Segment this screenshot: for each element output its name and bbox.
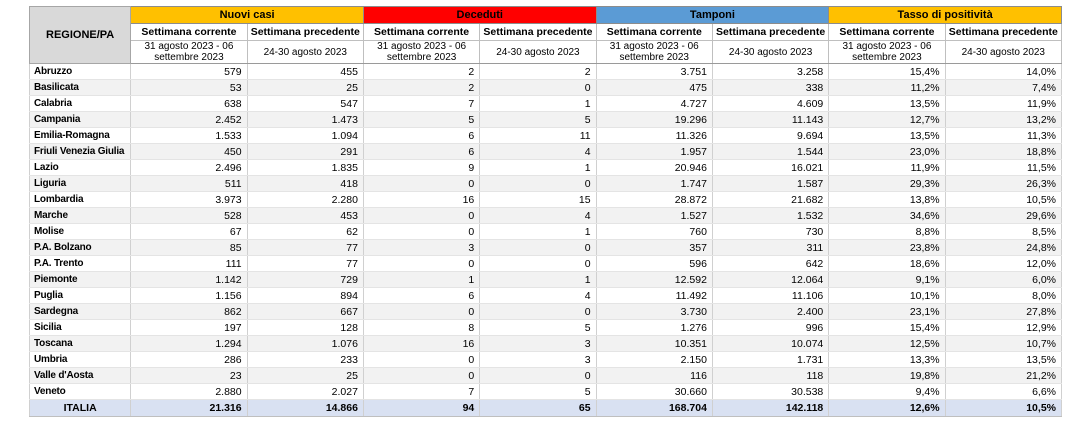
value-cell: 596 bbox=[596, 256, 712, 272]
value-cell: 2.280 bbox=[247, 192, 363, 208]
value-cell: 24,8% bbox=[945, 240, 1061, 256]
value-cell: 1.076 bbox=[247, 336, 363, 352]
value-cell: 16 bbox=[363, 336, 479, 352]
period-previous-label: 24-30 agosto 2023 bbox=[480, 41, 596, 64]
region-cell: Lombardia bbox=[30, 192, 131, 208]
value-cell: 3.751 bbox=[596, 64, 712, 80]
value-cell: 27,8% bbox=[945, 304, 1061, 320]
period-previous-label: 24-30 agosto 2023 bbox=[712, 41, 828, 64]
period-previous-label: 24-30 agosto 2023 bbox=[247, 41, 363, 64]
value-cell: 30.538 bbox=[712, 384, 828, 400]
table-row bbox=[30, 112, 1062, 128]
value-cell: 23,8% bbox=[829, 240, 945, 256]
value-cell: 4.727 bbox=[596, 96, 712, 112]
table-row bbox=[30, 80, 1062, 96]
table-row bbox=[30, 352, 1062, 368]
value-cell: 1.473 bbox=[247, 112, 363, 128]
table-row bbox=[30, 384, 1062, 400]
value-cell: 1.156 bbox=[131, 288, 247, 304]
value-cell: 6,0% bbox=[945, 272, 1061, 288]
region-cell: Marche bbox=[30, 208, 131, 224]
region-cell: Emilia-Romagna bbox=[30, 128, 131, 144]
value-cell: 9 bbox=[363, 160, 479, 176]
region-cell: P.A. Trento bbox=[30, 256, 131, 272]
value-cell: 13,5% bbox=[829, 128, 945, 144]
region-cell: Friuli Venezia Giulia bbox=[30, 144, 131, 160]
region-column-header: REGIONE/PA bbox=[30, 7, 131, 64]
week-previous-label: Settimana precedente bbox=[945, 24, 1061, 41]
value-cell: 15 bbox=[480, 192, 596, 208]
value-cell: 1.587 bbox=[712, 176, 828, 192]
value-cell: 14.866 bbox=[247, 400, 363, 417]
value-cell: 21.316 bbox=[131, 400, 247, 417]
value-cell: 11.143 bbox=[712, 112, 828, 128]
value-cell: 579 bbox=[131, 64, 247, 80]
value-cell: 2 bbox=[363, 80, 479, 96]
value-cell: 15,4% bbox=[829, 64, 945, 80]
value-cell: 18,8% bbox=[945, 144, 1061, 160]
value-cell: 0 bbox=[363, 176, 479, 192]
value-cell: 1 bbox=[480, 160, 596, 176]
value-cell: 0 bbox=[363, 224, 479, 240]
value-cell: 1.544 bbox=[712, 144, 828, 160]
value-cell: 4 bbox=[480, 144, 596, 160]
region-cell: Sardegna bbox=[30, 304, 131, 320]
value-cell: 94 bbox=[363, 400, 479, 417]
value-cell: 0 bbox=[480, 80, 596, 96]
value-cell: 5 bbox=[480, 384, 596, 400]
value-cell: 23,1% bbox=[829, 304, 945, 320]
value-cell: 11.106 bbox=[712, 288, 828, 304]
value-cell: 450 bbox=[131, 144, 247, 160]
value-cell: 5 bbox=[480, 320, 596, 336]
value-cell: 2.496 bbox=[131, 160, 247, 176]
week-current-label: Settimana corrente bbox=[363, 24, 479, 41]
value-cell: 62 bbox=[247, 224, 363, 240]
value-cell: 6 bbox=[363, 128, 479, 144]
value-cell: 168.704 bbox=[596, 400, 712, 417]
value-cell: 3.973 bbox=[131, 192, 247, 208]
value-cell: 1 bbox=[480, 272, 596, 288]
value-cell: 5 bbox=[480, 112, 596, 128]
value-cell: 29,3% bbox=[829, 176, 945, 192]
value-cell: 4 bbox=[480, 288, 596, 304]
value-cell: 1.294 bbox=[131, 336, 247, 352]
value-cell: 12,5% bbox=[829, 336, 945, 352]
value-cell: 4 bbox=[480, 208, 596, 224]
value-cell: 475 bbox=[596, 80, 712, 96]
week-current-label: Settimana corrente bbox=[829, 24, 945, 41]
region-cell: Toscana bbox=[30, 336, 131, 352]
period-current-label: 31 agosto 2023 - 06 settembre 2023 bbox=[829, 41, 945, 64]
value-cell: 10,5% bbox=[945, 400, 1061, 417]
value-cell: 10,1% bbox=[829, 288, 945, 304]
value-cell: 197 bbox=[131, 320, 247, 336]
value-cell: 77 bbox=[247, 240, 363, 256]
value-cell: 10.074 bbox=[712, 336, 828, 352]
region-cell: Puglia bbox=[30, 288, 131, 304]
value-cell: 3.730 bbox=[596, 304, 712, 320]
value-cell: 111 bbox=[131, 256, 247, 272]
period-current-label: 31 agosto 2023 - 06 settembre 2023 bbox=[131, 41, 247, 64]
table-row bbox=[30, 96, 1062, 112]
region-cell: Veneto bbox=[30, 384, 131, 400]
value-cell: 6 bbox=[363, 144, 479, 160]
period-current-label: 31 agosto 2023 - 06 settembre 2023 bbox=[363, 41, 479, 64]
value-cell: 1.533 bbox=[131, 128, 247, 144]
value-cell: 25 bbox=[247, 80, 363, 96]
value-cell: 12,6% bbox=[829, 400, 945, 417]
value-cell: 1.142 bbox=[131, 272, 247, 288]
region-cell: Liguria bbox=[30, 176, 131, 192]
value-cell: 11 bbox=[480, 128, 596, 144]
value-cell: 894 bbox=[247, 288, 363, 304]
week-previous-label: Settimana precedente bbox=[712, 24, 828, 41]
region-cell: Calabria bbox=[30, 96, 131, 112]
table-row bbox=[30, 368, 1062, 384]
value-cell: 16 bbox=[363, 192, 479, 208]
value-cell: 11,5% bbox=[945, 160, 1061, 176]
value-cell: 12,9% bbox=[945, 320, 1061, 336]
value-cell: 0 bbox=[363, 368, 479, 384]
value-cell: 77 bbox=[247, 256, 363, 272]
value-cell: 1 bbox=[480, 96, 596, 112]
value-cell: 642 bbox=[712, 256, 828, 272]
table-row bbox=[30, 128, 1062, 144]
region-cell: Abruzzo bbox=[30, 64, 131, 80]
table-row bbox=[30, 192, 1062, 208]
value-cell: 1.527 bbox=[596, 208, 712, 224]
week-previous-label: Settimana precedente bbox=[247, 24, 363, 41]
value-cell: 8 bbox=[363, 320, 479, 336]
value-cell: 638 bbox=[131, 96, 247, 112]
value-cell: 3 bbox=[480, 352, 596, 368]
value-cell: 8,5% bbox=[945, 224, 1061, 240]
value-cell: 128 bbox=[247, 320, 363, 336]
value-cell: 5 bbox=[363, 112, 479, 128]
table-row-total bbox=[30, 400, 1062, 417]
value-cell: 511 bbox=[131, 176, 247, 192]
region-cell: ITALIA bbox=[30, 400, 131, 417]
value-cell: 7,4% bbox=[945, 80, 1061, 96]
value-cell: 0 bbox=[363, 208, 479, 224]
region-cell: Basilicata bbox=[30, 80, 131, 96]
value-cell: 9,1% bbox=[829, 272, 945, 288]
value-cell: 3 bbox=[480, 336, 596, 352]
value-cell: 1.276 bbox=[596, 320, 712, 336]
value-cell: 291 bbox=[247, 144, 363, 160]
value-cell: 19,8% bbox=[829, 368, 945, 384]
value-cell: 418 bbox=[247, 176, 363, 192]
table-row bbox=[30, 256, 1062, 272]
region-cell: Valle d'Aosta bbox=[30, 368, 131, 384]
region-cell: Molise bbox=[30, 224, 131, 240]
region-cell: Campania bbox=[30, 112, 131, 128]
value-cell: 286 bbox=[131, 352, 247, 368]
value-cell: 11,3% bbox=[945, 128, 1061, 144]
value-cell: 12.064 bbox=[712, 272, 828, 288]
value-cell: 65 bbox=[480, 400, 596, 417]
value-cell: 12,0% bbox=[945, 256, 1061, 272]
value-cell: 311 bbox=[712, 240, 828, 256]
group-header-tamponi: Tamponi bbox=[596, 7, 829, 24]
value-cell: 13,8% bbox=[829, 192, 945, 208]
table-row bbox=[30, 64, 1062, 80]
value-cell: 67 bbox=[131, 224, 247, 240]
value-cell: 13,2% bbox=[945, 112, 1061, 128]
value-cell: 142.118 bbox=[712, 400, 828, 417]
value-cell: 6,6% bbox=[945, 384, 1061, 400]
table-row bbox=[30, 304, 1062, 320]
value-cell: 455 bbox=[247, 64, 363, 80]
value-cell: 8,0% bbox=[945, 288, 1061, 304]
value-cell: 528 bbox=[131, 208, 247, 224]
table-row bbox=[30, 144, 1062, 160]
value-cell: 1.747 bbox=[596, 176, 712, 192]
group-header-row bbox=[30, 7, 1062, 24]
value-cell: 28.872 bbox=[596, 192, 712, 208]
value-cell: 34,6% bbox=[829, 208, 945, 224]
value-cell: 11,2% bbox=[829, 80, 945, 96]
week-current-label: Settimana corrente bbox=[596, 24, 712, 41]
value-cell: 30.660 bbox=[596, 384, 712, 400]
period-current-label: 31 agosto 2023 - 06 settembre 2023 bbox=[596, 41, 712, 64]
value-cell: 3.258 bbox=[712, 64, 828, 80]
value-cell: 10,7% bbox=[945, 336, 1061, 352]
value-cell: 23,0% bbox=[829, 144, 945, 160]
region-cell: Piemonte bbox=[30, 272, 131, 288]
value-cell: 11,9% bbox=[945, 96, 1061, 112]
region-cell: Umbria bbox=[30, 352, 131, 368]
value-cell: 862 bbox=[131, 304, 247, 320]
value-cell: 2.027 bbox=[247, 384, 363, 400]
week-previous-label: Settimana precedente bbox=[480, 24, 596, 41]
table-row bbox=[30, 240, 1062, 256]
value-cell: 0 bbox=[480, 240, 596, 256]
value-cell: 16.021 bbox=[712, 160, 828, 176]
value-cell: 15,4% bbox=[829, 320, 945, 336]
value-cell: 760 bbox=[596, 224, 712, 240]
table-body bbox=[30, 64, 1062, 417]
value-cell: 18,6% bbox=[829, 256, 945, 272]
value-cell: 11,9% bbox=[829, 160, 945, 176]
value-cell: 118 bbox=[712, 368, 828, 384]
group-header-deceduti: Deceduti bbox=[363, 7, 596, 24]
value-cell: 233 bbox=[247, 352, 363, 368]
value-cell: 2.400 bbox=[712, 304, 828, 320]
value-cell: 7 bbox=[363, 96, 479, 112]
period-previous-label: 24-30 agosto 2023 bbox=[945, 41, 1061, 64]
value-cell: 13,5% bbox=[945, 352, 1061, 368]
value-cell: 21,2% bbox=[945, 368, 1061, 384]
week-header-row bbox=[30, 24, 1062, 41]
value-cell: 11.492 bbox=[596, 288, 712, 304]
value-cell: 85 bbox=[131, 240, 247, 256]
region-cell: Sicilia bbox=[30, 320, 131, 336]
region-cell: Lazio bbox=[30, 160, 131, 176]
value-cell: 12,7% bbox=[829, 112, 945, 128]
value-cell: 0 bbox=[480, 304, 596, 320]
value-cell: 2.150 bbox=[596, 352, 712, 368]
value-cell: 0 bbox=[480, 256, 596, 272]
region-cell: P.A. Bolzano bbox=[30, 240, 131, 256]
value-cell: 4.609 bbox=[712, 96, 828, 112]
value-cell: 357 bbox=[596, 240, 712, 256]
value-cell: 0 bbox=[363, 304, 479, 320]
value-cell: 0 bbox=[480, 176, 596, 192]
value-cell: 13,3% bbox=[829, 352, 945, 368]
week-current-label: Settimana corrente bbox=[131, 24, 247, 41]
value-cell: 9.694 bbox=[712, 128, 828, 144]
table-row bbox=[30, 208, 1062, 224]
table-row bbox=[30, 288, 1062, 304]
value-cell: 1 bbox=[363, 272, 479, 288]
value-cell: 2 bbox=[363, 64, 479, 80]
value-cell: 729 bbox=[247, 272, 363, 288]
table-row bbox=[30, 176, 1062, 192]
value-cell: 0 bbox=[363, 352, 479, 368]
value-cell: 2.880 bbox=[131, 384, 247, 400]
value-cell: 20.946 bbox=[596, 160, 712, 176]
table-row bbox=[30, 160, 1062, 176]
value-cell: 730 bbox=[712, 224, 828, 240]
value-cell: 0 bbox=[480, 368, 596, 384]
value-cell: 23 bbox=[131, 368, 247, 384]
value-cell: 547 bbox=[247, 96, 363, 112]
value-cell: 0 bbox=[363, 256, 479, 272]
value-cell: 9,4% bbox=[829, 384, 945, 400]
value-cell: 996 bbox=[712, 320, 828, 336]
value-cell: 1.731 bbox=[712, 352, 828, 368]
period-header-row bbox=[30, 41, 1062, 64]
value-cell: 2.452 bbox=[131, 112, 247, 128]
value-cell: 8,8% bbox=[829, 224, 945, 240]
value-cell: 338 bbox=[712, 80, 828, 96]
value-cell: 25 bbox=[247, 368, 363, 384]
value-cell: 21.682 bbox=[712, 192, 828, 208]
value-cell: 14,0% bbox=[945, 64, 1061, 80]
value-cell: 667 bbox=[247, 304, 363, 320]
value-cell: 13,5% bbox=[829, 96, 945, 112]
value-cell: 10,5% bbox=[945, 192, 1061, 208]
value-cell: 29,6% bbox=[945, 208, 1061, 224]
value-cell: 3 bbox=[363, 240, 479, 256]
value-cell: 53 bbox=[131, 80, 247, 96]
value-cell: 11.326 bbox=[596, 128, 712, 144]
value-cell: 453 bbox=[247, 208, 363, 224]
value-cell: 19.296 bbox=[596, 112, 712, 128]
group-header-nuovi-casi: Nuovi casi bbox=[131, 7, 364, 24]
table-row bbox=[30, 224, 1062, 240]
table-row bbox=[30, 336, 1062, 352]
value-cell: 26,3% bbox=[945, 176, 1061, 192]
value-cell: 1.094 bbox=[247, 128, 363, 144]
table-row bbox=[30, 320, 1062, 336]
value-cell: 12.592 bbox=[596, 272, 712, 288]
covid-regional-table bbox=[29, 6, 1062, 417]
value-cell: 6 bbox=[363, 288, 479, 304]
group-header-tasso-positivita: Tasso di positività bbox=[829, 7, 1062, 24]
value-cell: 10.351 bbox=[596, 336, 712, 352]
value-cell: 1 bbox=[480, 224, 596, 240]
value-cell: 1.835 bbox=[247, 160, 363, 176]
value-cell: 116 bbox=[596, 368, 712, 384]
value-cell: 7 bbox=[363, 384, 479, 400]
table-row bbox=[30, 272, 1062, 288]
value-cell: 2 bbox=[480, 64, 596, 80]
value-cell: 1.957 bbox=[596, 144, 712, 160]
value-cell: 1.532 bbox=[712, 208, 828, 224]
